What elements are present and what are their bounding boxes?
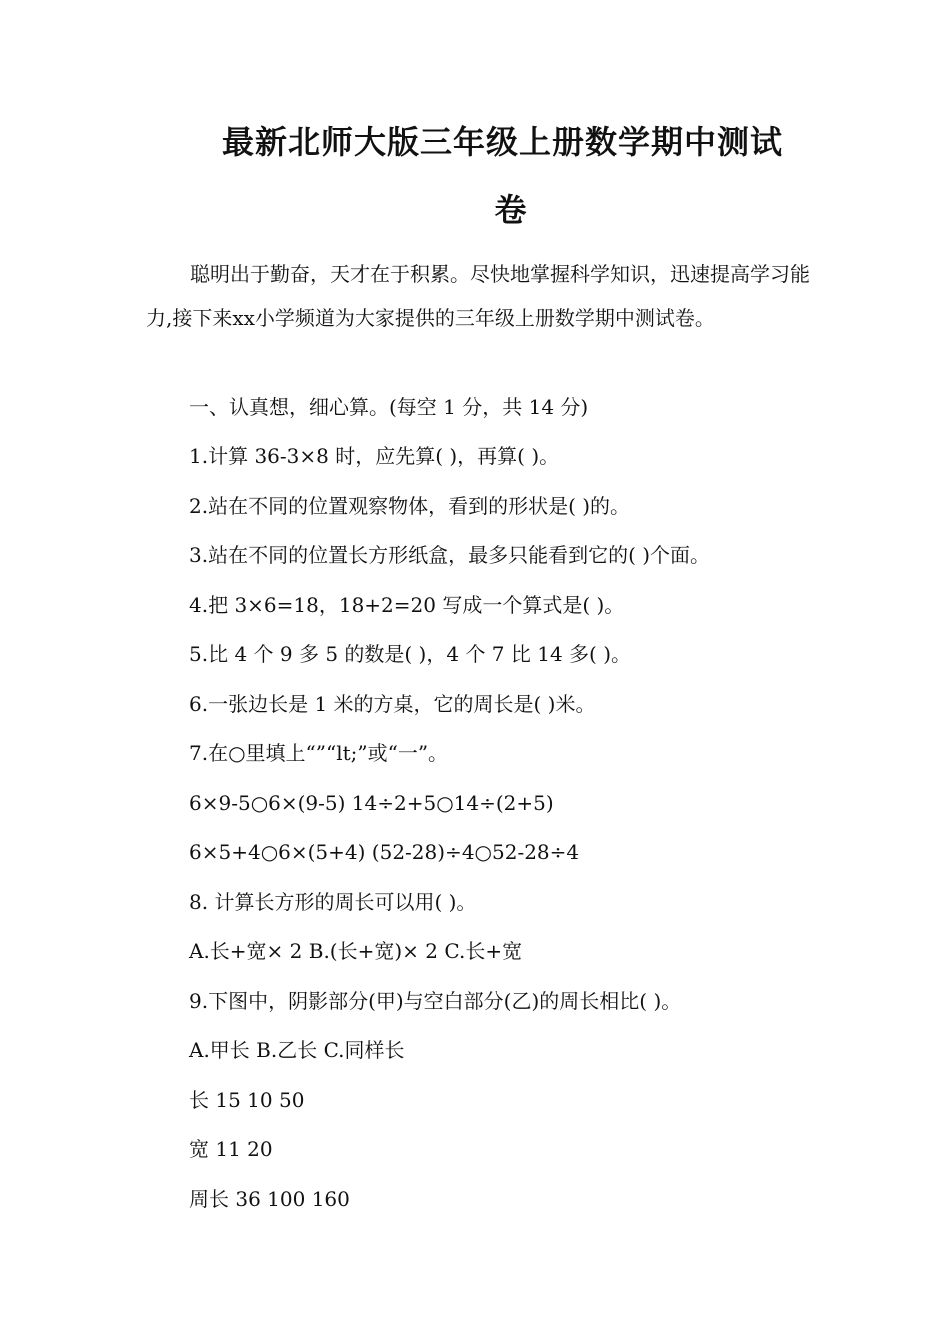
question-8: 8. 计算长方形的周长可以用( )。: [189, 890, 477, 914]
question-7-row-1: 6×9-5○6×(9-5) 14÷2+5○14÷(2+5): [189, 791, 554, 815]
table-row-length: 长 15 10 50: [189, 1088, 305, 1112]
intro-paragraph: 聪明出于勤奋，天才在于积累。尽快地掌握科学知识，迅速提高学习能力,接下来xx小学频道为大家提供的三年级上册数学期中测试卷。: [146, 262, 810, 330]
section-heading: 一、认真想，细心算。(每空 1 分，共 14 分): [189, 395, 589, 419]
question-5: 5.比 4 个 9 多 5 的数是( )，4 个 7 比 14 多( )。: [189, 642, 632, 666]
table-row-perimeter: 周长 36 100 160: [189, 1187, 350, 1211]
question-3: 3.站在不同的位置长方形纸盒，最多只能看到它的( )个面。: [189, 543, 711, 567]
question-7-row-2: 6×5+4○6×(5+4) (52-28)÷4○52-28÷4: [189, 840, 580, 864]
question-1: 1.计算 36-3×8 时，应先算( )，再算( )。: [189, 444, 560, 468]
table-row-width: 宽 11 20: [189, 1137, 273, 1161]
question-8-options: A.长+宽× 2 B.(长+宽)× 2 C.长+宽: [189, 939, 523, 963]
document-title-line-1: 最新北师大版三年级上册数学期中测试: [222, 123, 784, 161]
question-9-options: A.甲长 B.乙长 C.同样长: [189, 1038, 405, 1062]
document-title-line-2: 卷: [494, 191, 528, 229]
question-2: 2.站在不同的位置观察物体，看到的形状是( )的。: [189, 494, 631, 518]
question-6: 6.一张边长是 1 米的方桌，它的周长是( )米。: [189, 692, 596, 716]
question-7: 7.在○里填上“”“lt;”或“一”。: [189, 741, 449, 765]
question-4: 4.把 3×6=18，18+2=20 写成一个算式是( )。: [189, 593, 625, 617]
question-9: 9.下图中，阴影部分(甲)与空白部分(乙)的周长相比( )。: [189, 989, 682, 1013]
